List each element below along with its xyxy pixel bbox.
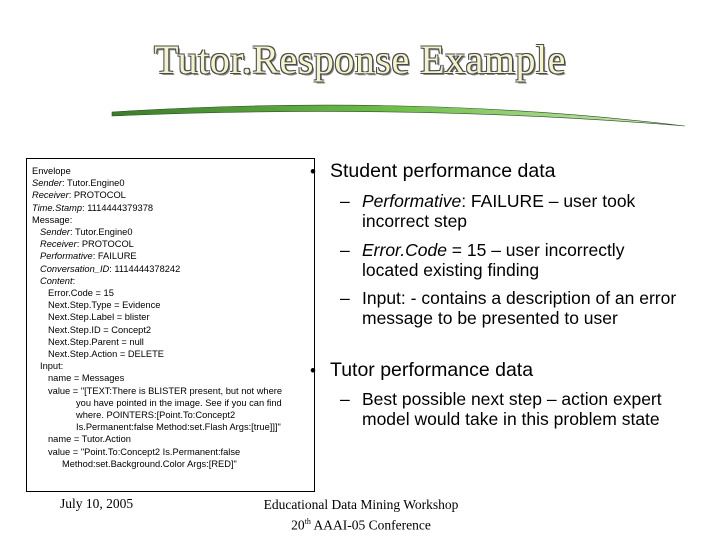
envelope-message-box [26,158,315,492]
input-value-point: Method:set.Background.Color Args:[RED]" [62,458,237,469]
message-line: Message: [32,214,73,225]
message-receiver: Receiver: PROTOCOL [40,239,134,250]
content-step-action: Next.Step.Action = DELETE [48,349,165,360]
content-step-id: Next.Step.ID = Concept2 [48,324,152,335]
input-value-text: Is.Permanent:false Method:set.Flash Args:[true]]]" [76,422,281,433]
sub-bullet-dash: – [340,389,350,409]
input-value-point: value = "Point.To:Concept2 Is.Permanent:false [48,446,241,457]
footer-conference: Educational Data Mining Workshop 20th AAAI-05 Conference [263,497,459,533]
content-step-type: Next.Step.Type = Evidence [48,300,161,311]
content-step-parent: Next.Step.Parent = null [48,336,144,347]
sub-bullet-dash: – [340,288,350,308]
message-sender: Sender: Tutor.Engine0 [40,227,133,238]
envelope-sender: Sender: Tutor.Engine0 [32,178,125,189]
sub-bullet-performative: – Performative: FAILURE – user took incorrect step [340,191,636,231]
footer-date: July 10, 2005 [60,496,134,511]
envelope-receiver: Receiver: PROTOCOL [32,190,126,201]
input-value-text: value = "[TEXT:There is BLISTER present, but not where [48,385,283,396]
bullet-tutor-performance: • Tutor performance data [310,359,534,381]
content-error-code: Error.Code = 15 [48,288,114,299]
envelope-timestamp: Time.Stamp: 1114444379378 [32,202,154,213]
envelope-line: Envelope [32,166,71,176]
input-name-tutoraction: name = Tutor.Action [48,434,131,445]
input-name-messages: name = Messages [48,373,125,384]
bullet-dot: • [310,361,316,380]
sub-bullet-error-code: – Error.Code = 15 – user incorrectly located existing finding [340,240,625,280]
content-input: Input: [40,361,64,372]
sub-bullet-dash: – [340,240,350,260]
message-performative: Performative: FAILURE [40,251,137,262]
message-content: Content: [40,275,76,286]
sub-bullet-input: – Input: - contains a description of an error message to be presented to user [340,288,677,328]
bullet-student-performance: • Student performance data [310,160,556,182]
sub-bullet-dash: – [340,191,350,211]
input-value-text: where. POINTERS:[Point.To:Concept2 [76,410,236,421]
message-conversation-id: Conversation_ID: 1114444378242 [40,263,181,274]
input-value-text: you have pointed in the image. See if you can find [76,397,282,408]
content-step-label: Next.Step.Label = blister [48,312,150,323]
slide-title: Tutor.Response Example [154,37,566,82]
title-underline-swoosh [110,96,690,130]
sub-bullet-best-step: – Best possible next step – action expert model would take in this problem state [340,389,662,429]
bullet-dot: • [310,162,316,181]
